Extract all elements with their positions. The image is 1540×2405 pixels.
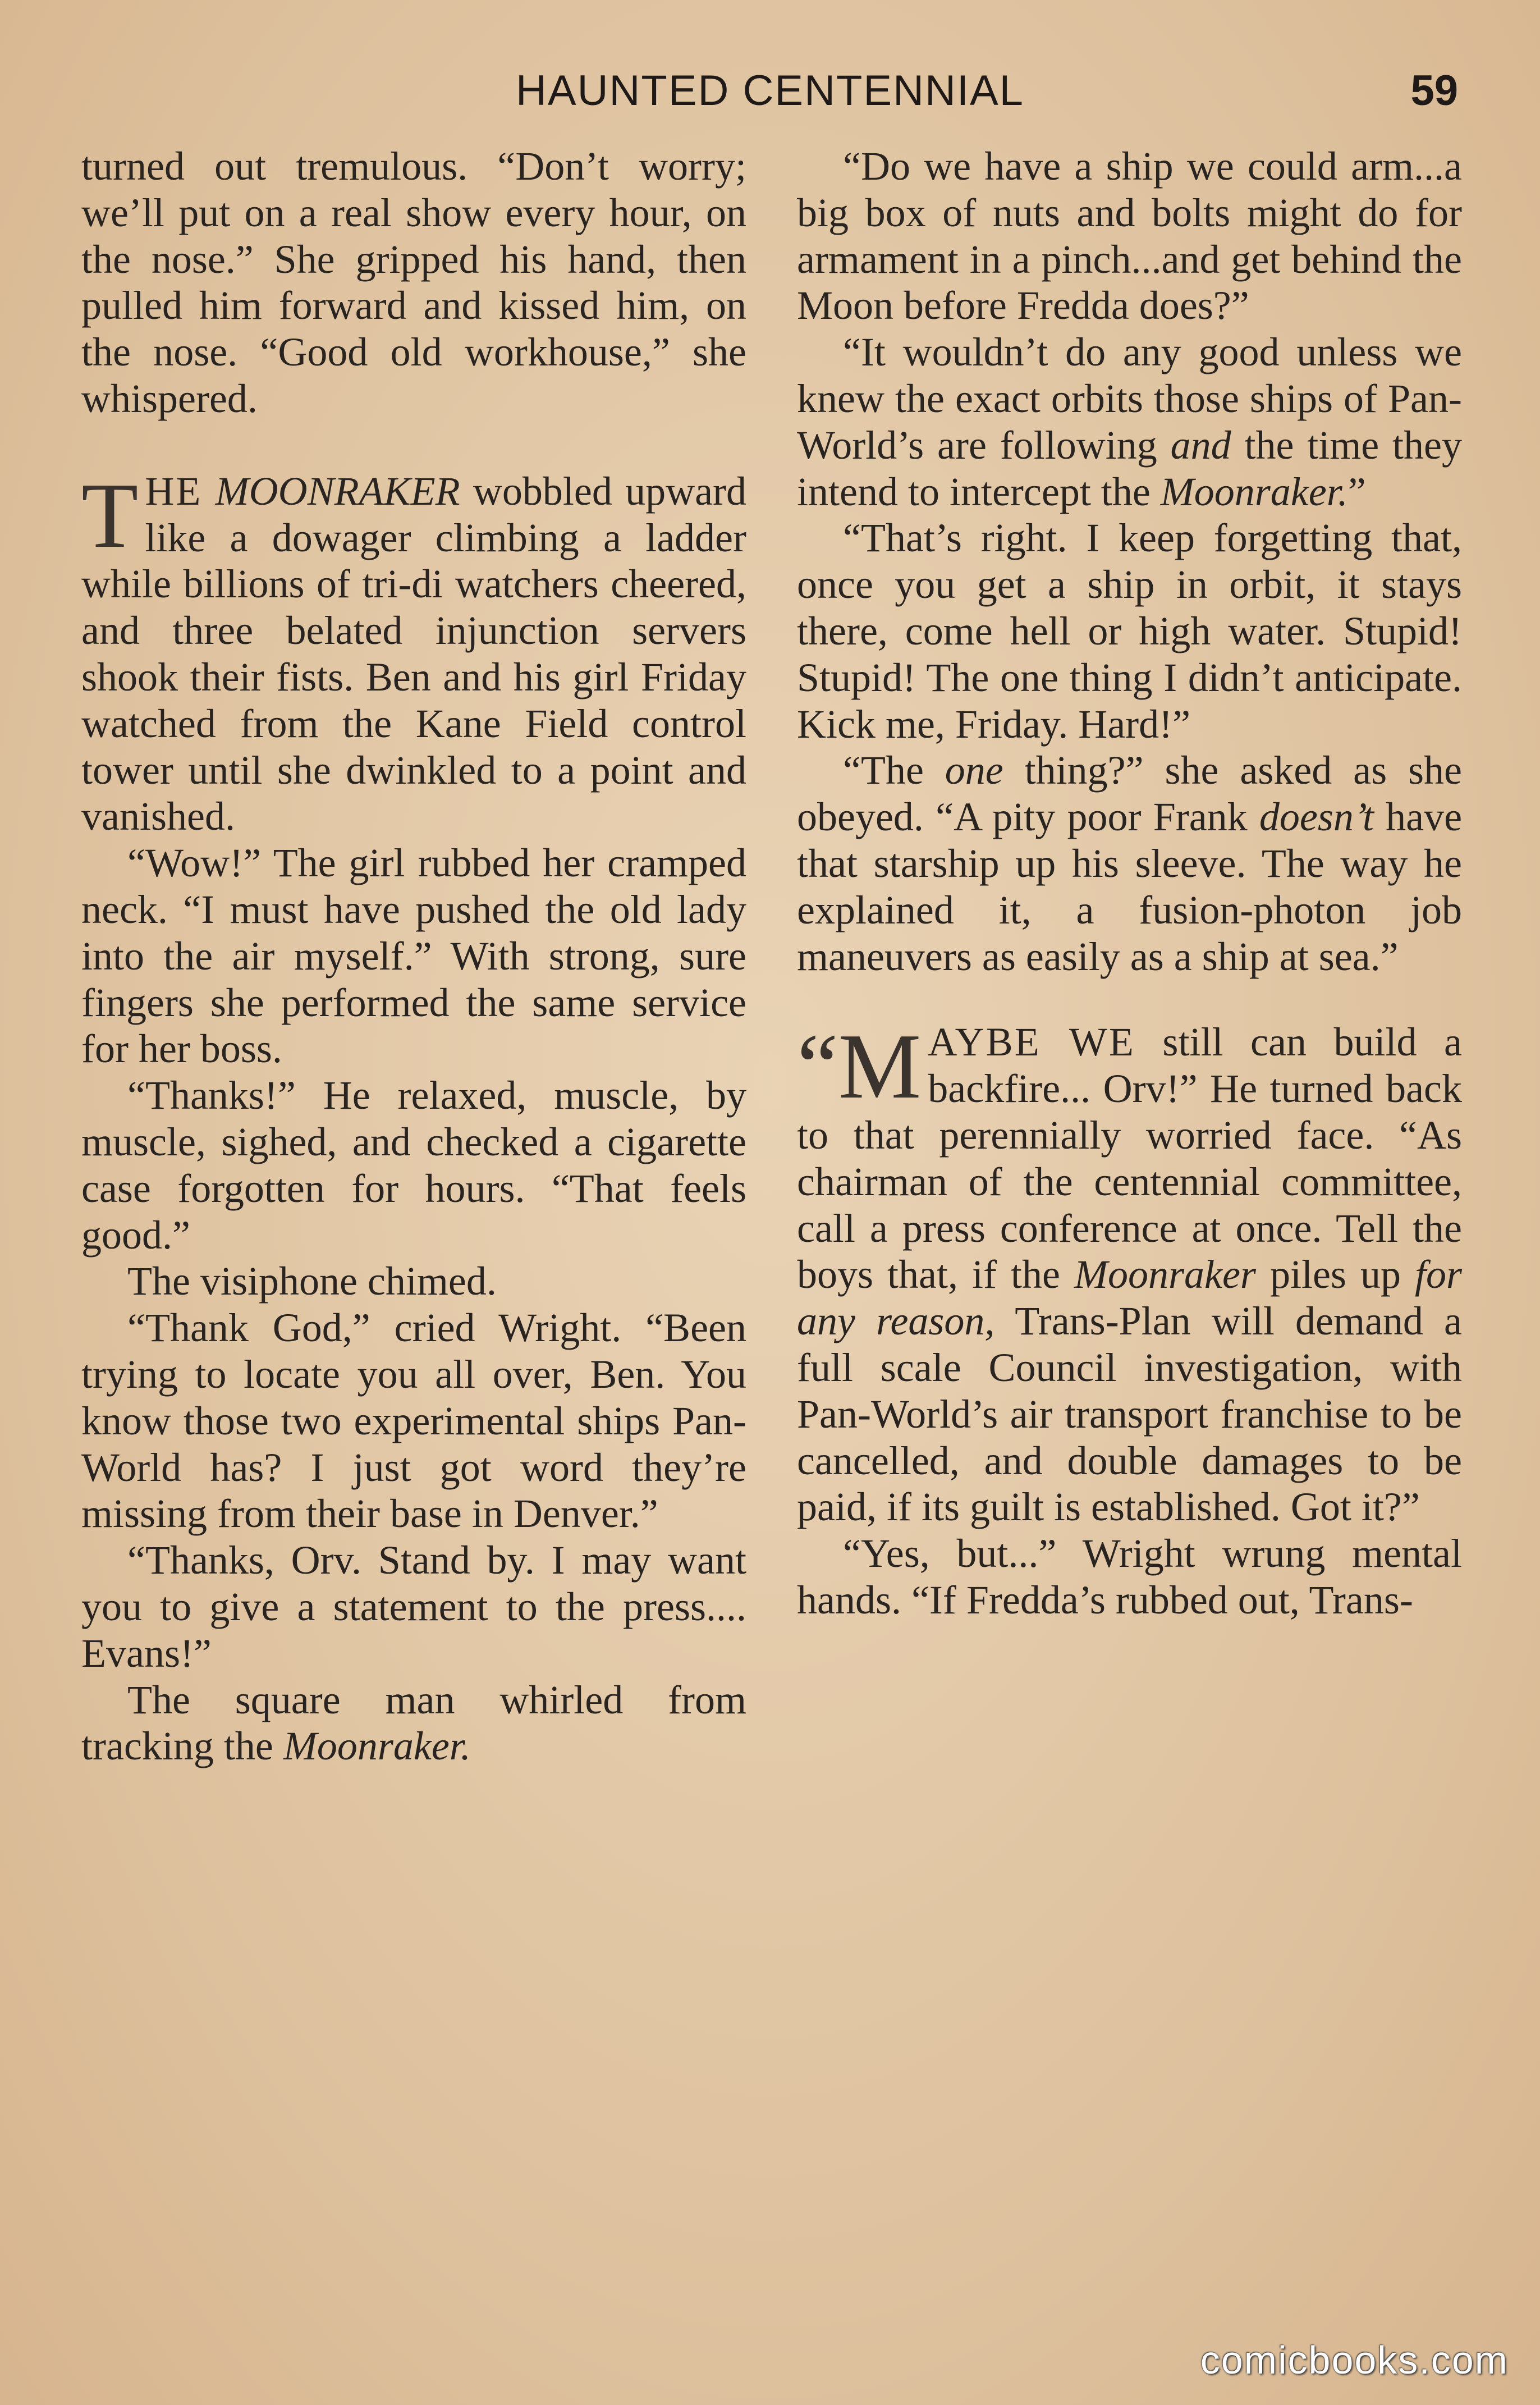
paragraph: The visiphone chimed. <box>127 1259 497 1304</box>
emphasis: and <box>1170 422 1231 468</box>
paragraph <box>81 1677 746 1770</box>
emphasis: for any reason, <box>797 1252 1462 1344</box>
page-number: 59 <box>1410 67 1458 115</box>
paragraph-text: thing?” she asked as she obeyed. “A pity poor Frank <box>797 748 1462 840</box>
ship-name: Moonraker. <box>283 1723 471 1769</box>
emphasis: doesn’t <box>1259 794 1374 840</box>
paragraph: “Yes, but...” Wright wrung mental hands. “If Fredda’s rubbed out, Trans- <box>797 1531 1462 1622</box>
paragraph-text: Trans-Plan will demand a full scale Council investigation, with Pan-World’s air transport franchise to be cancelled, and double damages to be paid, if its guilt is established. Got it?” <box>797 1298 1463 1530</box>
paragraph: “Wow!” The girl rubbed her cramped neck. “I must have pushed the old lady into the air myself.” With strong, sure fingers she performed the same service for her boss. <box>81 840 746 1072</box>
drop-cap: “M <box>797 1014 922 1118</box>
page-header <box>0 66 1540 128</box>
paragraph-text: piles up <box>1269 1252 1401 1297</box>
ship-name: Moonraker. <box>1160 469 1348 514</box>
paragraph-dropcap <box>81 463 747 840</box>
drop-cap: T <box>81 463 139 567</box>
paragraph: turned out tremulous. “Don’t worry; we’ll put on a real show every hour, on the nose.” She gripped his hand, then pulled him forward and kissed him, on the nose. “Good old workhouse,” she whispered. <box>81 144 746 421</box>
paragraph: “Thanks!” He relaxed, muscle, by muscle, sighed, and checked a cigarette case forgotten for hours. “That feels good.” <box>81 1073 746 1258</box>
right-column <box>797 143 1462 1624</box>
paragraph: “Thanks, Orv. Stand by. I may want you to give a statement to the press.... Evans!” <box>81 1538 746 1676</box>
paragraph-dropcap <box>797 1014 1463 1530</box>
paragraph-text: The square man whirled from tracking the <box>81 1677 746 1769</box>
paragraph: “Thank God,” cried Wright. “Been trying to locate you all over, Ben. You know those two experimental ships Pan-World has? I just got word they’re missing from their base in Denver.” <box>81 1305 746 1537</box>
paragraph-text: still can build a backfire... Orv!” He turned back to that perennially worried face. “As chairman of the centennial committee, call a press conference at once. Tell the boys that, if the <box>797 1019 1462 1297</box>
paragraph: “That’s right. I keep forgetting that, once you get a ship in orbit, it stays there, come hell or high water. Stupid! Stupid! The one thing I didn’t anticipate. Kick me, Friday. Hard!” <box>797 515 1462 747</box>
site-watermark: comicbooks.com <box>1200 2338 1509 2382</box>
section-break <box>797 980 1462 1019</box>
ship-name: Moonraker <box>1074 1252 1256 1297</box>
paragraph: “Do we have a ship we could arm...a big box of nuts and bolts might do for armament in a pinch...and get behind the Moon before Fredda does?” <box>797 144 1462 328</box>
paragraph <box>797 329 1462 515</box>
paragraph-text: wobbled upward like a dowager climbing a ladder while billions of tri-di watchers cheered, and three belated injunction servers shook their fists. Ben and his girl Friday watched from the Kane Field control tower until she dwinkled to a point and vanished. <box>81 468 747 839</box>
paragraph <box>797 747 1462 980</box>
paragraph-text: have that starship up his sleeve. The way he explained it, a fusion-photon job maneuvers as easily as a ship at sea.” <box>797 794 1463 979</box>
paragraph-text: “It wouldn’t do any good unless we knew the exact orbits those ships of Pan-World’s are following <box>797 330 1462 468</box>
ship-name: MOONRAKER <box>215 468 460 514</box>
section-break <box>81 422 746 468</box>
lead-in: AYBE WE <box>928 1019 1135 1065</box>
paragraph-text: the time they intend to intercept the <box>797 422 1463 514</box>
running-title: HAUNTED CENTENNIAL <box>516 67 1024 115</box>
closing-quote: ” <box>1348 469 1366 514</box>
paragraph-text: “The <box>843 748 924 793</box>
emphasis: one <box>945 748 1003 793</box>
lead-in: HE <box>145 468 203 514</box>
left-column <box>81 143 746 1770</box>
